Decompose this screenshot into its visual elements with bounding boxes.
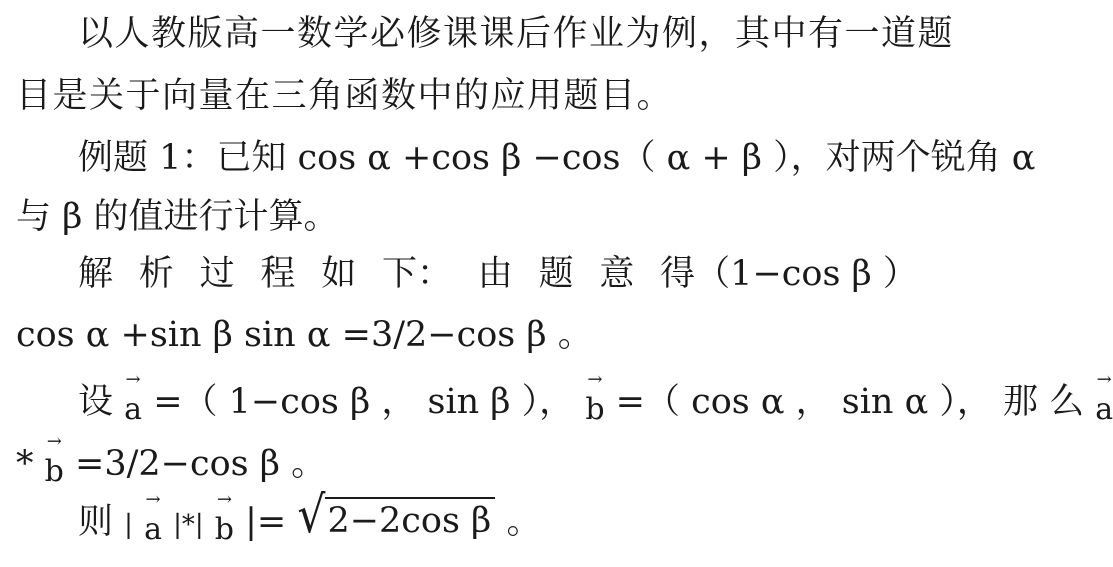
square-root — [297, 485, 495, 545]
abs-bar-mid: |*| — [173, 510, 204, 540]
end-mark: 。 — [506, 502, 542, 542]
text-line-6: cos α +sin β sin α =3/2−cos β 。 — [16, 315, 593, 355]
analysis-word: 下： — [381, 254, 452, 294]
vector-definition-line — [78, 369, 1113, 427]
vector-arrow-icon: → — [1096, 369, 1112, 390]
then-label: 则 — [78, 502, 114, 542]
text-line-3: 例题 1：已知 cos α +cos β −cos（ α + β ），对两个锐角 α — [78, 138, 1036, 178]
magnitude-line — [78, 485, 542, 549]
paragraph-line-1 — [78, 10, 955, 58]
vector-b: → b — [585, 369, 605, 427]
analysis-word: 析 — [138, 254, 174, 294]
radicand: 2−2cos β — [325, 497, 495, 541]
dot-product-value: =3/2−cos β 。 — [75, 444, 327, 484]
vector-a: → a — [124, 369, 143, 427]
vector-a: → a — [144, 489, 162, 547]
let-word: 设 — [78, 382, 114, 422]
analysis-line-1 — [78, 250, 918, 298]
vector-arrow-icon: → — [216, 489, 232, 510]
analysis-word: 过 — [199, 254, 235, 294]
vector-arrow-icon: → — [125, 369, 141, 390]
abs-bar-close: |= — [245, 502, 287, 542]
analysis-line-2 — [16, 311, 593, 359]
analysis-word: 得（1−cos β ） — [660, 254, 918, 294]
vector-b: → b — [214, 489, 234, 547]
vector-arrow-icon: → — [145, 489, 161, 510]
then-word: 那 么 — [1003, 382, 1085, 422]
abs-bar-open: | — [124, 510, 133, 540]
analysis-word: 由 — [477, 254, 513, 294]
vector-arrow-icon: → — [587, 369, 603, 390]
vector-b: → b — [44, 431, 64, 489]
dot-product-line — [16, 431, 327, 489]
analysis-word: 题 — [538, 254, 574, 294]
text-line-1: 以人教版高一数学必修课课后作业为例，其中有一道题 — [78, 14, 955, 54]
example-line-2 — [16, 193, 339, 241]
product-star: * — [16, 444, 34, 484]
analysis-word: 程 — [260, 254, 296, 294]
text-line-4: 与 β 的值进行计算。 — [16, 197, 339, 237]
analysis-word: 解 — [78, 254, 114, 294]
text-line-2: 目是关于向量在三角函数中的应用题目。 — [16, 76, 674, 116]
example-line-1 — [78, 134, 1036, 182]
vector-b-value: =（ cos α ， sin α ）， — [615, 382, 992, 422]
radical-sign-icon: √ — [297, 485, 326, 545]
vector-a-value: =（ 1−cos β ， sin β ）， — [153, 382, 575, 422]
analysis-word: 意 — [599, 254, 635, 294]
paragraph-line-2 — [16, 72, 673, 120]
vector-a: → a — [1095, 369, 1113, 427]
vector-arrow-icon: → — [46, 431, 62, 452]
analysis-word: 如 — [321, 254, 357, 294]
